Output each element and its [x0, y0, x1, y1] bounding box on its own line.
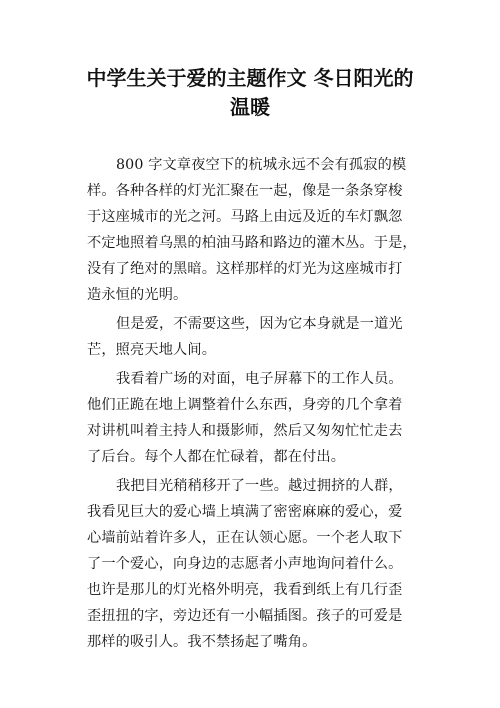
text-line: 了一个爱心，向身边的志愿者小声地询问着什么。: [87, 556, 403, 572]
text-line: 了后台。每个人都在忙碌着，都在付出。: [87, 449, 346, 465]
text-line: 800 字文章夜空下的杭城永远不会有孤寂的模: [116, 157, 407, 173]
text-line: 但是爱，不需要这些，因为它本身就是一道光: [116, 316, 403, 332]
text-line: 不定地照着乌黑的柏油马路和路边的灌木丛。于是，: [87, 235, 417, 251]
paragraph: [87, 311, 417, 363]
text-line: 我看见巨大的爱心墙上填满了密密麻麻的爱心，爱: [87, 504, 403, 520]
document-title: [70, 64, 430, 122]
paragraph: [87, 366, 417, 470]
text-line: 歪扭扭的字，旁边还有一小幅插图。孩子的可爱是: [87, 608, 403, 624]
paragraph: [87, 152, 417, 308]
text-line: 对讲机叫着主持人和摄影师，然后又匆匆忙忙走去: [87, 423, 403, 439]
paragraph: [87, 473, 417, 655]
text-line: 芒，照亮天地人间。: [87, 342, 217, 358]
title-line: 中学生关于爱的主题作文 冬日阳光的: [86, 66, 414, 90]
text-line: 那样的吸引人。我不禁扬起了嘴角。: [87, 634, 317, 650]
title-line: 温暖: [230, 95, 270, 119]
text-line: 于这座城市的光之河。马路上由远及近的车灯飘忽: [87, 209, 403, 225]
text-line: 也许是那儿的灯光格外明亮，我看到纸上有几行歪: [87, 582, 403, 598]
text-line: 我把目光稍稍移开了一些。越过拥挤的人群，: [116, 478, 403, 494]
text-line: 我看着广场的对面，电子屏幕下的工作人员。: [116, 371, 403, 387]
text-line: 造永恒的光明。: [87, 287, 188, 303]
text-line: 没有了绝对的黑暗。这样那样的灯光为这座城市打: [87, 261, 403, 277]
document-body: [87, 152, 417, 655]
text-line: 样。各种各样的灯光汇聚在一起，像是一条条穿梭: [87, 183, 403, 199]
text-line: 心墙前站着许多人，正在认领心愿。一个老人取下: [87, 530, 403, 546]
text-line: 他们正跪在地上调整着什么东西，身旁的几个拿着: [87, 397, 403, 413]
